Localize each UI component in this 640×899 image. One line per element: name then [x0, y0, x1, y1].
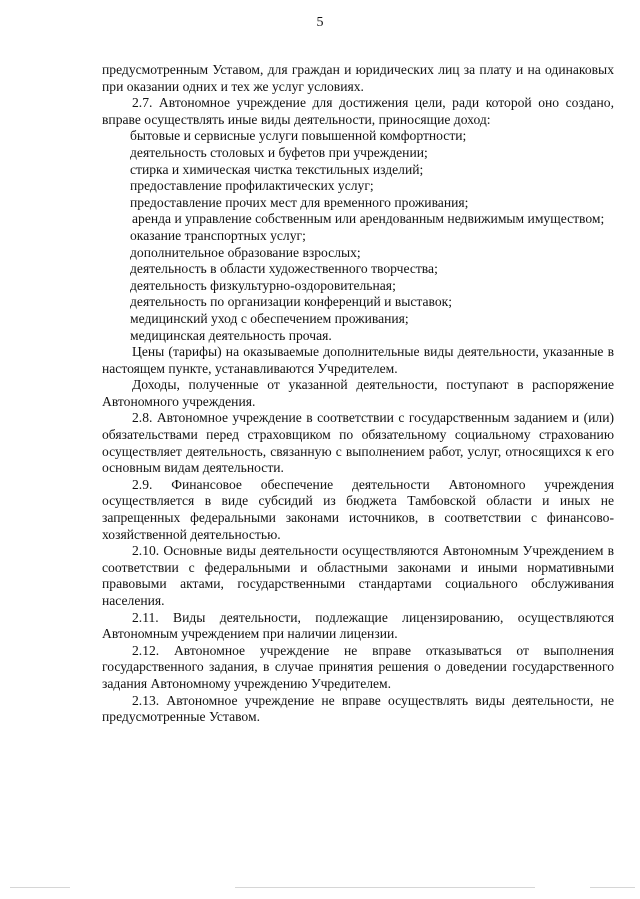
paragraph-2-10: 2.10. Основные виды деятельности осуществляются Автономным Учреждением в соответствии с федеральными и областными законами и иными нормативными правовыми актами, государственными стандартами социального обслуживания населения. [102, 543, 614, 608]
list-item: медицинский уход с обеспечением проживания; [130, 310, 409, 326]
document-body [102, 62, 614, 726]
list-item: медицинская деятельность прочая. [130, 327, 332, 343]
list-item: стирка и химическая чистка текстильных изделий; [130, 161, 424, 177]
paragraph-income: Доходы, полученные от указанной деятельности, поступают в распоряжение Автономного учреждения. [102, 377, 614, 409]
list-item: бытовые и сервисные услуги повышенной комфортности; [130, 128, 467, 144]
list-item: оказание транспортных услуг; [130, 227, 306, 243]
scan-artifact-line [10, 887, 70, 888]
list-item: деятельность физкультурно-оздоровительная; [130, 277, 396, 293]
list-item: аренда и управление собственным или арендованным недвижимым имуществом; [132, 211, 605, 227]
list-item: предоставление прочих мест для временного проживания; [130, 194, 469, 210]
list-item: дополнительное образование взрослых; [130, 244, 361, 260]
list-item: деятельность в области художественного творчества; [130, 261, 438, 277]
paragraph-2-12: 2.12. Автономное учреждение не вправе отказываться от выполнения государственного задания, в случае принятия решения о доведении государственного задания Автономному учреждению Учредителем. [102, 642, 614, 691]
paragraph-2-7: 2.7. Автономное учреждение для достижения цели, ради которой оно создано, вправе осуществлять иные виды деятельности, приносящие доход: [102, 95, 614, 127]
paragraph-2-11: 2.11. Виды деятельности, подлежащие лицензированию, осуществляются Автономным учреждением при наличии лицензии. [102, 609, 614, 642]
paragraph-prices: Цены (тарифы) на оказываемые дополнительные виды деятельности, указанные в настоящем пункте, устанавливаются Учредителем. [102, 344, 614, 376]
scan-artifact-line [235, 887, 535, 888]
paragraph-2-13: 2.13. Автономное учреждение не вправе осуществлять виды деятельности, не предусмотренные Уставом. [102, 692, 614, 725]
income-activities-list [102, 128, 614, 344]
paragraph-2-9: 2.9. Финансовое обеспечение деятельности Автономного учреждения осуществляется в виде субсидий из бюджета Тамбовской области и иных не запрещенных федеральными законами источников, в соответствии с финансово-хозяйственной деятельностью. [102, 476, 614, 542]
paragraph-2-8: 2.8. Автономное учреждение в соответствии с государственным заданием и (или) обязательствами перед страховщиком по обязательному социальному страхованию осуществляет деятельность, связанную с выполнением работ, услуг, относящихся к его основным видам деятельности. [102, 410, 614, 476]
scan-artifact-line [590, 887, 635, 888]
page-number: 5 [316, 15, 324, 30]
list-item: деятельность по организации конференций и выставок; [130, 294, 453, 310]
list-item: предоставление профилактических услуг; [130, 178, 374, 194]
paragraph-continuation: предусмотренным Уставом, для граждан и юридических лиц за плату и на одинаковых при оказании одних и тех же услуг условиях. [102, 62, 614, 94]
list-item: деятельность столовых и буфетов при учреждении; [130, 144, 428, 160]
